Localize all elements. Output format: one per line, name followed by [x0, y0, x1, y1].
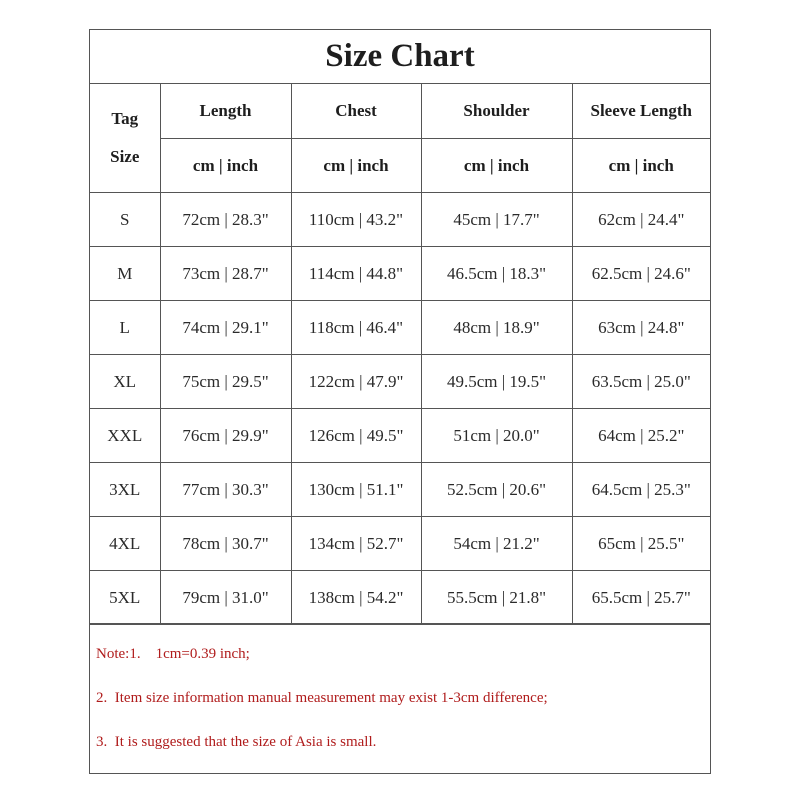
cell-sleeve: 64.5cm | 25.3": [572, 463, 710, 517]
table-row: [90, 517, 710, 571]
size-label: Size: [110, 147, 140, 166]
note-3: 3. It is suggested that the size of Asia is small.: [96, 734, 377, 750]
table-row: [90, 463, 710, 517]
cell-chest: 134cm | 52.7": [291, 517, 421, 571]
cell-sleeve: 65.5cm | 25.7": [572, 571, 710, 625]
header-row-units: [90, 139, 710, 193]
cell-shoulder: 51cm | 20.0": [421, 409, 572, 463]
cell-shoulder: 54cm | 21.2": [421, 517, 572, 571]
table-row: [90, 193, 710, 247]
size-chart: [89, 29, 711, 774]
cell-shoulder: 55.5cm | 21.8": [421, 571, 572, 625]
cell-sleeve: 64cm | 25.2": [572, 409, 710, 463]
header-row-names: [90, 84, 710, 139]
unit-header-sleeve-length: cm | inch: [572, 139, 710, 193]
cell-size: XXL: [90, 409, 160, 463]
cell-length: 76cm | 29.9": [160, 409, 291, 463]
cell-shoulder: 48cm | 18.9": [421, 301, 572, 355]
cell-length: 74cm | 29.1": [160, 301, 291, 355]
cell-chest: 110cm | 43.2": [291, 193, 421, 247]
column-header-shoulder: Shoulder: [421, 84, 572, 139]
tag-size-header: [90, 84, 160, 193]
cell-sleeve: 62.5cm | 24.6": [572, 247, 710, 301]
column-header-chest: Chest: [291, 84, 421, 139]
table-row: [90, 247, 710, 301]
cell-sleeve: 62cm | 24.4": [572, 193, 710, 247]
tag-label: Tag: [111, 109, 139, 128]
cell-chest: 114cm | 44.8": [291, 247, 421, 301]
notes-section: [90, 623, 710, 775]
cell-size: 4XL: [90, 517, 160, 571]
cell-size: 5XL: [90, 571, 160, 625]
cell-sleeve: 65cm | 25.5": [572, 517, 710, 571]
cell-shoulder: 45cm | 17.7": [421, 193, 572, 247]
cell-length: 77cm | 30.3": [160, 463, 291, 517]
cell-length: 78cm | 30.7": [160, 517, 291, 571]
note-1: Note:1. 1cm=0.39 inch;: [96, 646, 250, 662]
cell-size: M: [90, 247, 160, 301]
cell-size: XL: [90, 355, 160, 409]
cell-chest: 130cm | 51.1": [291, 463, 421, 517]
table-row: [90, 355, 710, 409]
size-rows: [90, 193, 710, 625]
cell-shoulder: 49.5cm | 19.5": [421, 355, 572, 409]
cell-length: 72cm | 28.3": [160, 193, 291, 247]
unit-header-shoulder: cm | inch: [421, 139, 572, 193]
cell-length: 73cm | 28.7": [160, 247, 291, 301]
cell-chest: 126cm | 49.5": [291, 409, 421, 463]
table-row: [90, 301, 710, 355]
unit-header-chest: cm | inch: [291, 139, 421, 193]
cell-sleeve: 63cm | 24.8": [572, 301, 710, 355]
cell-length: 75cm | 29.5": [160, 355, 291, 409]
table-row: [90, 409, 710, 463]
table-row: [90, 571, 710, 625]
column-header-sleeve-length: Sleeve Length: [572, 84, 710, 139]
cell-chest: 138cm | 54.2": [291, 571, 421, 625]
cell-shoulder: 46.5cm | 18.3": [421, 247, 572, 301]
cell-size: L: [90, 301, 160, 355]
chart-title: Size Chart: [90, 30, 710, 84]
cell-size: S: [90, 193, 160, 247]
cell-shoulder: 52.5cm | 20.6": [421, 463, 572, 517]
cell-size: 3XL: [90, 463, 160, 517]
cell-length: 79cm | 31.0": [160, 571, 291, 625]
cell-chest: 122cm | 47.9": [291, 355, 421, 409]
column-header-length: Length: [160, 84, 291, 139]
size-table: [90, 84, 710, 625]
unit-header-length: cm | inch: [160, 139, 291, 193]
cell-sleeve: 63.5cm | 25.0": [572, 355, 710, 409]
note-2: 2. Item size information manual measurement may exist 1-3cm difference;: [96, 690, 548, 706]
cell-chest: 118cm | 46.4": [291, 301, 421, 355]
